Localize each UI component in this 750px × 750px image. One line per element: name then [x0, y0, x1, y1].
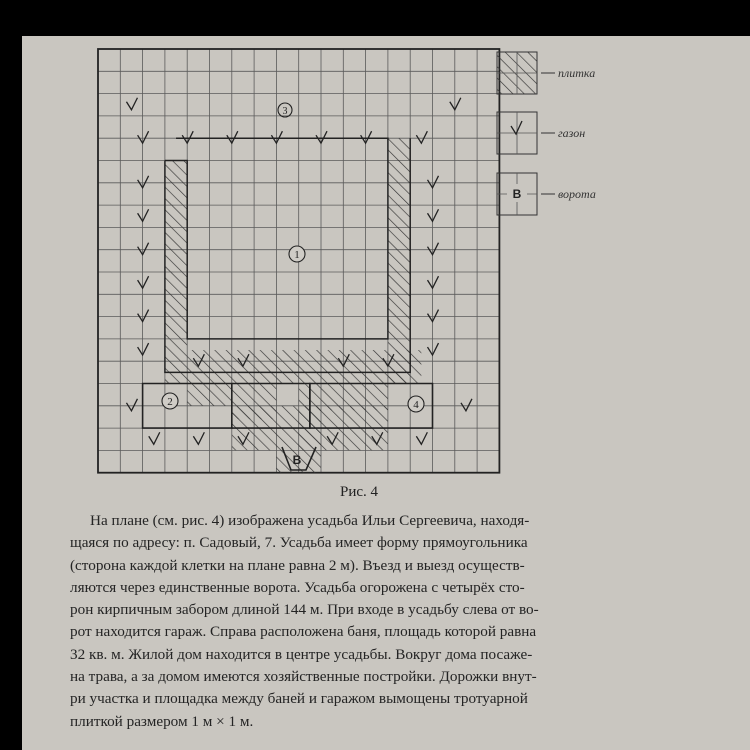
- text-line: На плане (см. рис. 4) изображена усадьба Ильи Сергеевича, находя-: [90, 512, 530, 529]
- text-line: щаяся по адресу: п. Садовый, 7. Усадьба имеет форму прямоугольника: [70, 534, 528, 552]
- lawn-mark: [416, 432, 427, 444]
- lawn-mark: [428, 343, 439, 355]
- figure-caption: Рис. 4: [340, 484, 379, 500]
- plan-marker-2: [162, 393, 178, 409]
- text-line: ри участка и площадка между баней и гаражом вымощены тротуарной: [70, 690, 528, 708]
- lawn-mark: [416, 131, 427, 143]
- lawn-mark: [428, 310, 439, 322]
- svg-text:2: 2: [167, 396, 173, 408]
- text-line: на трава, а за домом имеются хозяйственные постройки. Дорожки внут-: [70, 668, 537, 686]
- lawn-mark: [461, 399, 472, 411]
- legend-tile: [497, 52, 555, 94]
- tile-area: [388, 138, 410, 383]
- lawn-mark: [361, 131, 372, 143]
- legend-tile-label: плитка: [558, 66, 596, 80]
- svg-text:3: 3: [282, 106, 288, 117]
- legend-gate: [497, 173, 555, 215]
- lawn-mark: [428, 243, 439, 255]
- legend-gate-label: ворота: [558, 187, 596, 201]
- lawn-mark: [428, 176, 439, 188]
- lawn-mark: [182, 131, 193, 143]
- svg-text:В: В: [292, 453, 302, 467]
- lawn-mark: [138, 209, 149, 221]
- legend-lawn: [497, 112, 555, 154]
- text-line: рон кирпичным забором длиной 144 м. При входе в усадьбу слева от во-: [70, 601, 539, 619]
- lawn-mark: [450, 98, 461, 110]
- lawn-mark: [428, 276, 439, 288]
- lawn-mark: [138, 310, 149, 322]
- problem-text: [70, 510, 696, 733]
- text-line: 32 кв. м. Жилой дом находится в центре усадьбы. Вокруг дома посаже-: [70, 645, 533, 663]
- lawn-mark: [193, 432, 204, 444]
- lawn-mark: [149, 432, 160, 444]
- svg-text:4: 4: [413, 399, 419, 411]
- text-line: рот находится гараж. Справа расположена баня, площадь которой равна: [70, 623, 537, 641]
- svg-text:1: 1: [294, 249, 300, 261]
- tile-area: [187, 384, 232, 406]
- path-outline: [165, 138, 410, 372]
- plan-marker-4: [408, 396, 424, 412]
- lawn-mark: [138, 276, 149, 288]
- lawn-mark: [138, 176, 149, 188]
- lawn-mark: [126, 98, 137, 110]
- lawn-mark: [126, 399, 137, 411]
- legend-lawn-label: газон: [558, 126, 586, 140]
- lawn-mark: [227, 131, 238, 143]
- lawn-mark: [138, 343, 149, 355]
- lawn-mark: [271, 131, 282, 143]
- text-line: плиткой размером 1 м × 1 м.: [70, 712, 254, 730]
- text-line: (сторона каждой клетки на плане равна 2 м). Въезд и выезд осуществ-: [70, 556, 525, 574]
- plan-marker-3: [278, 103, 292, 117]
- plan-marker-1: [289, 246, 305, 262]
- text-line: ляются через единственные ворота. Усадьба огорожена с четырёх сто-: [70, 578, 525, 596]
- lawn-mark: [138, 131, 149, 143]
- lawn-mark: [316, 131, 327, 143]
- tile-area: [165, 161, 187, 351]
- lawn-mark: [428, 209, 439, 221]
- lawn-mark: [138, 243, 149, 255]
- legend-gate-letter: В: [512, 187, 522, 201]
